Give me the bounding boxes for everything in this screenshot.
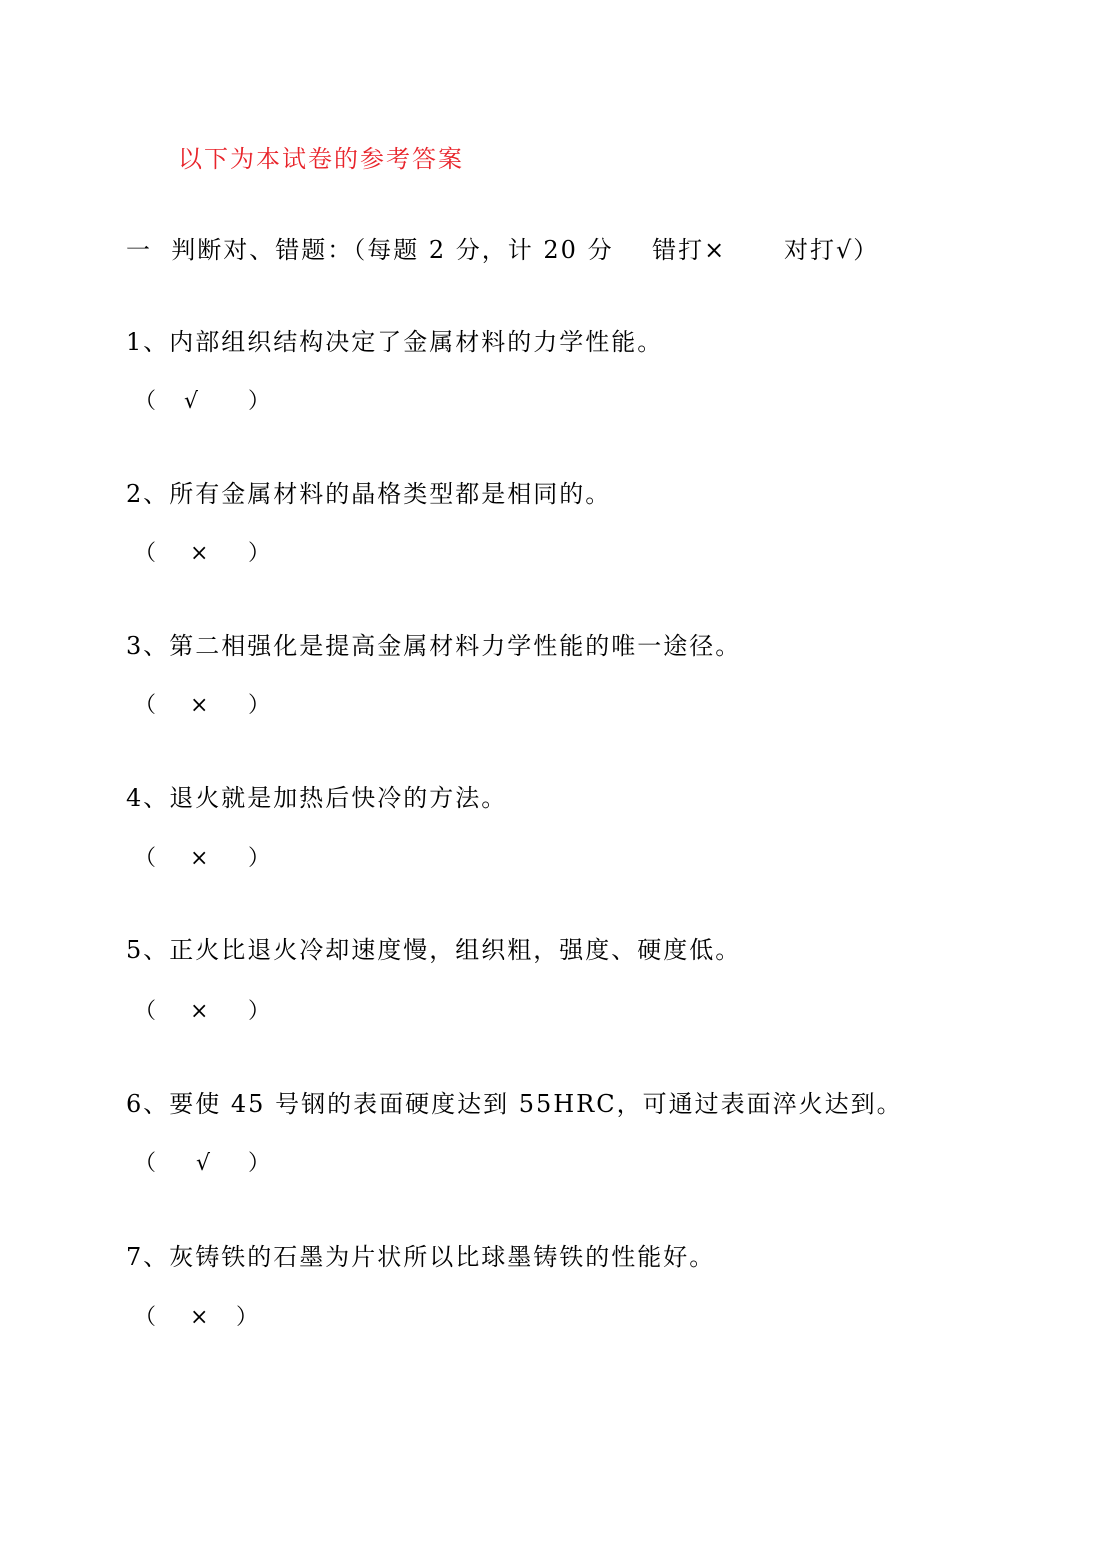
section-heading: 一 判断对、错题：（每题 2 分，计 20 分 错打× 对打√） <box>126 236 880 264</box>
question-7: 7、灰铸铁的石墨为片状所以比球墨铸铁的性能好。 <box>126 1243 716 1271</box>
check-mark: √ <box>196 1151 211 1176</box>
answer-open-paren: （ <box>134 693 157 718</box>
question-2: 2、所有金属材料的晶格类型都是相同的。 <box>126 480 612 508</box>
check-mark: √ <box>184 389 199 414</box>
cross-mark: × <box>190 1305 209 1330</box>
cross-mark: × <box>190 541 209 566</box>
answer-open-paren: （ <box>134 1305 157 1330</box>
question-3: 3、第二相强化是提高金属材料力学性能的唯一途径。 <box>126 632 742 660</box>
answer-7 <box>126 1302 286 1334</box>
answer-open-paren: （ <box>134 846 157 871</box>
cross-mark: × <box>190 846 209 871</box>
answer-5 <box>126 996 286 1028</box>
cross-mark: × <box>190 693 209 718</box>
cross-mark: × <box>190 999 209 1024</box>
answer-open-paren: （ <box>134 389 157 414</box>
answer-3 <box>126 690 286 722</box>
answer-close-paren: ） <box>248 541 271 566</box>
answer-4 <box>126 843 286 875</box>
answer-open-paren: （ <box>134 999 157 1024</box>
answer-close-paren: ） <box>248 846 271 871</box>
answer-key-title: 以下为本试卷的参考答案 <box>178 145 464 173</box>
answer-close-paren: ） <box>248 389 271 414</box>
answer-open-paren: （ <box>134 541 157 566</box>
question-4: 4、退火就是加热后快冷的方法。 <box>126 784 508 812</box>
answer-close-paren: ） <box>248 999 271 1024</box>
answer-6 <box>126 1148 286 1180</box>
answer-2 <box>126 538 286 570</box>
question-6: 6、要使 45 号钢的表面硬度达到 55HRC，可通过表面淬火达到。 <box>126 1090 903 1118</box>
answer-close-paren: ） <box>248 1151 271 1176</box>
question-5: 5、正火比退火冷却速度慢，组织粗，强度、硬度低。 <box>126 936 742 964</box>
answer-close-paren: ） <box>248 693 271 718</box>
question-1: 1、内部组织结构决定了金属材料的力学性能。 <box>126 328 664 356</box>
answer-open-paren: （ <box>134 1151 157 1176</box>
answer-close-paren: ） <box>236 1305 259 1330</box>
answer-1 <box>126 386 286 418</box>
